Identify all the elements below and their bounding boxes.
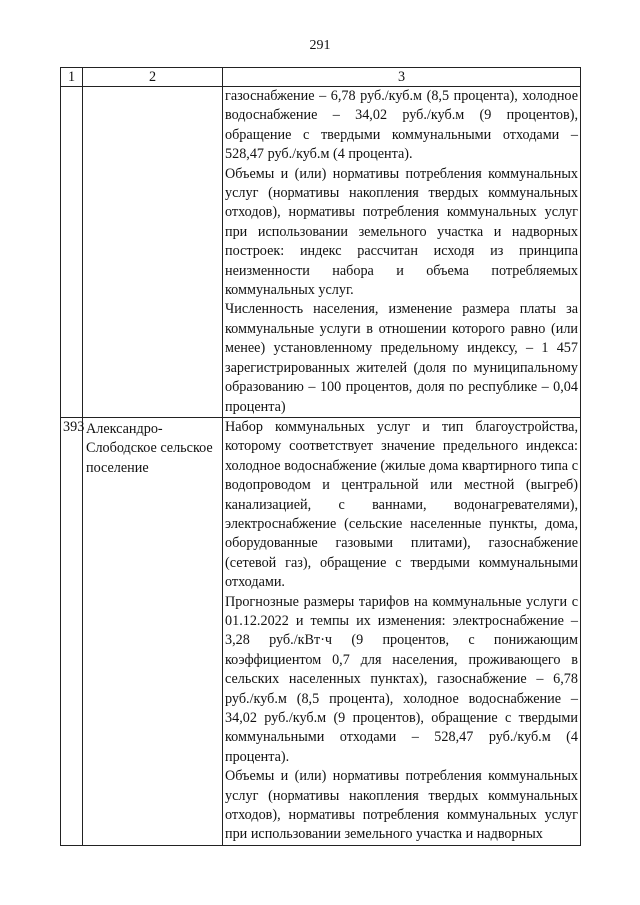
page-number: 291 <box>309 38 331 53</box>
row-number: 393 <box>61 417 83 845</box>
description-paragraph: Набор коммунальных услуг и тип благоустройства, которому соответствует значение предельного индекса: холодное водоснабжение (жилые дома квартирного типа с водопроводом и центральной или местной (выгреб) канализацией, с ваннами, водонагревателями), электроснабжение (сельские населенные пункты, дома, оборудованные газовыми плитами), газоснабжение (сетевой газ), обращение с твердыми коммунальными отходами. <box>225 418 578 591</box>
header-col-3: 3 <box>223 68 581 87</box>
description-paragraph: Прогнозные размеры тарифов на коммунальные услуги с 01.12.2022 и темпы их изменения: электроснабжение – 3,28 руб./кВт·ч (9 процентов, с понижающим коэффициентом 0,7 для населения, проживающего в сельских населенных пунктах), газоснабжение – 6,78 руб./куб.м (8,5 процента), холодное водоснабжение – 34,02 руб./куб.м (9 процентов), обращение с твердыми коммунальными отходами – 528,47 руб./куб.м (4 процента). <box>225 593 578 765</box>
municipality-name: Александро-Слободское сельское поселение <box>83 417 223 845</box>
description-paragraph: Численность населения, изменение размера платы за коммунальные услуги в отношении которого равно (или менее) установленному предельному индексу, – 1 457 зарегистрированных жителей (доля по муниципальному образованию – 100 процентов, доля по республике – 0,04 процента) <box>225 301 578 415</box>
table-row <box>61 417 581 845</box>
header-col-2: 2 <box>83 68 223 87</box>
description-paragraph: Объемы и (или) нормативы потребления коммунальных услуг (нормативы накопления твердых коммунальных отходов), нормативы потребления коммунальных услуг при использовании земельного участка и надворных <box>225 768 578 843</box>
description-cell <box>223 417 581 845</box>
table-header-row <box>61 68 581 87</box>
description-paragraph: газоснабжение – 6,78 руб./куб.м (8,5 процента), холодное водоснабжение – 34,02 руб./куб.м (9 процентов), обращение с твердыми коммунальными отходами – 528,47 руб./куб.м (4 процента). <box>225 88 578 163</box>
description-cell <box>223 87 581 418</box>
municipality-name <box>83 87 223 418</box>
row-number <box>61 87 83 418</box>
header-col-1: 1 <box>61 68 83 87</box>
indices-table <box>60 67 581 846</box>
description-paragraph: Объемы и (или) нормативы потребления коммунальных услуг (нормативы накопления твердых коммунальных отходов), нормативы потребления коммунальных услуг при использовании земельного участка и надворных построек: индекс рассчитан исходя из принципа неизменности набора и объема потребляемых коммунальных услуг. <box>225 165 578 299</box>
table-row <box>61 87 581 418</box>
